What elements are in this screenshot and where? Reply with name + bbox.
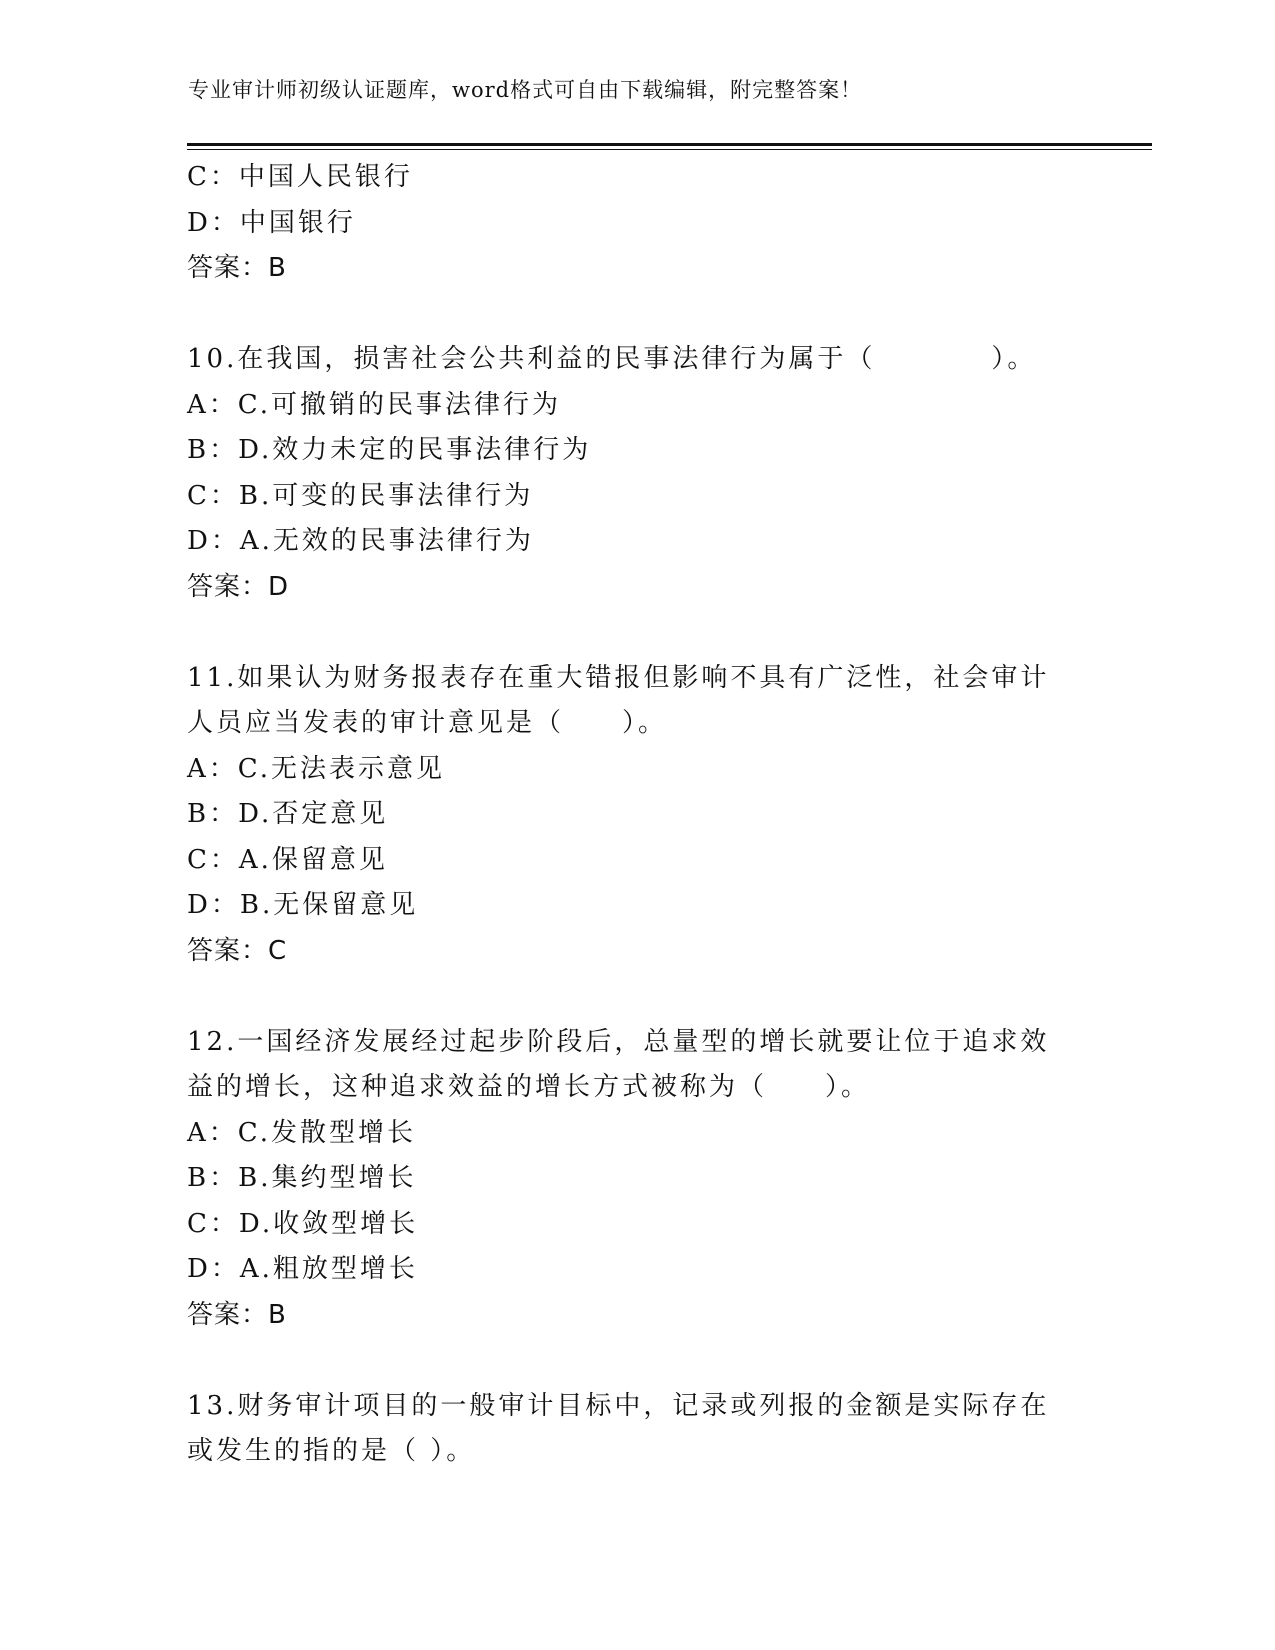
header-rule-thick bbox=[187, 143, 1152, 146]
question-fragment bbox=[187, 155, 1087, 292]
option-a: A：C.可撤销的民事法律行为 bbox=[187, 389, 562, 420]
option-c: C：中国人民银行 bbox=[187, 162, 413, 192]
option-c: C：A.保留意见 bbox=[187, 844, 388, 875]
question-12 bbox=[187, 1020, 1087, 1339]
option-d: D：中国银行 bbox=[187, 207, 356, 238]
option-b: B：D.否定意见 bbox=[187, 799, 389, 829]
option-c: C：B.可变的民事法律行为 bbox=[187, 480, 534, 511]
option-d: D：A.粗放型增长 bbox=[187, 1254, 418, 1284]
option-a: A：C.发散型增长 bbox=[187, 1117, 417, 1148]
page-header: 专业审计师初级认证题库，word格式可自由下载编辑，附完整答案！ bbox=[188, 78, 863, 102]
question-list bbox=[187, 155, 1087, 1475]
question-11 bbox=[187, 656, 1087, 975]
option-c: C：D.收敛型增长 bbox=[187, 1208, 419, 1239]
question-stem: 10.在我国，损害社会公共利益的民事法律行为属于（ ）。 bbox=[187, 344, 1037, 374]
option-a: A：C.无法表示意见 bbox=[187, 753, 446, 784]
question-10 bbox=[187, 337, 1087, 610]
option-d: D：A.无效的民事法律行为 bbox=[187, 526, 534, 556]
answer: 答案：B bbox=[187, 1299, 287, 1330]
answer: 答案：C bbox=[187, 935, 288, 966]
answer: 答案：D bbox=[187, 571, 290, 602]
question-stem: 11.如果认为财务报表存在重大错报但影响不具有广泛性，社会审计人员应当发表的审计意见是（ ）。 bbox=[187, 662, 1050, 738]
option-d: D：B.无保留意见 bbox=[187, 890, 419, 920]
option-b: B：D.效力未定的民事法律行为 bbox=[187, 435, 592, 465]
option-b: B：B.集约型增长 bbox=[187, 1163, 417, 1193]
question-stem: 13.财务审计项目的一般审计目标中，记录或列报的金额是实际存在或发生的指的是（ ）。 bbox=[187, 1390, 1050, 1466]
header-rule-thin bbox=[187, 149, 1152, 150]
question-13 bbox=[187, 1384, 1087, 1475]
answer: 答案：B bbox=[187, 253, 287, 283]
question-stem: 12.一国经济发展经过起步阶段后，总量型的增长就要让位于追求效益的增长，这种追求效益的增长方式被称为（ ）。 bbox=[187, 1026, 1050, 1102]
